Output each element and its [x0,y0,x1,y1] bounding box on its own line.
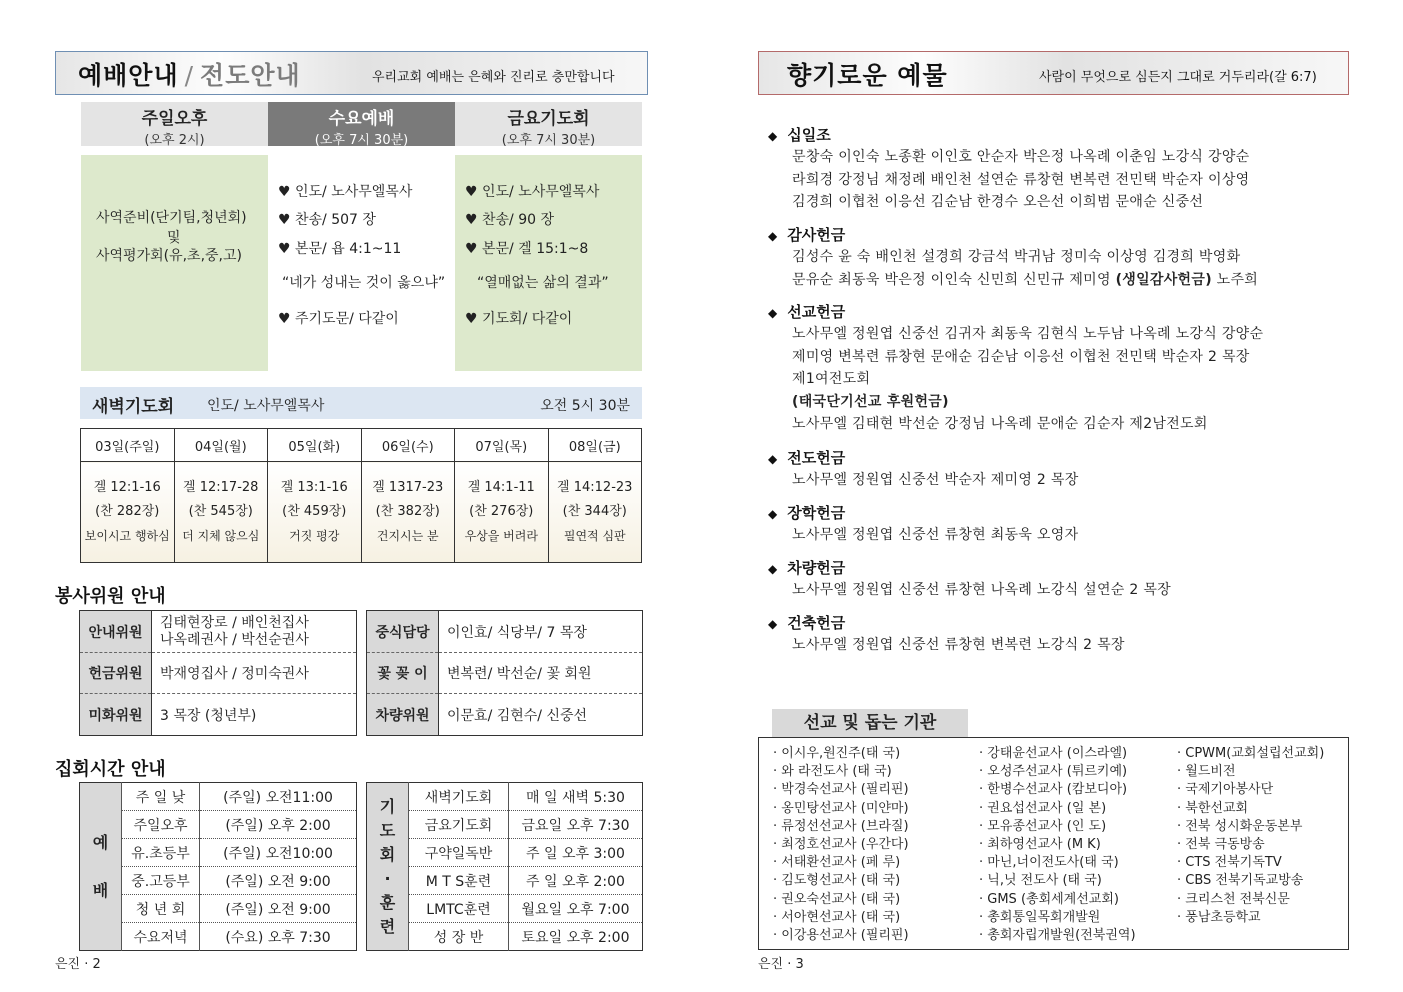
dawn-day: 08일(금) [548,429,642,462]
meeting-name: 청 년 회 [122,895,200,923]
offering-donors: 라희경 강정님 채정례 배인천 설연순 류창현 변복련 전민택 박순자 이상영 [792,171,1250,188]
meeting-name: 새벽기도회 [409,783,509,811]
committee-value: 이인효/ 식당부/ 7 목장 [439,611,643,653]
committee-row [80,694,357,736]
mission-column-3 [1177,745,1324,927]
bullet-icon: ◆ [768,617,778,631]
dawn-text: 겔 14:1-11 [467,480,535,495]
right-title: 향기로운 예물 [787,61,948,90]
committee-row [367,611,643,653]
wednesday-line: ♥ 인도/ 노사무엘목사 [278,184,413,200]
offering-name: 차량헌금 [787,559,846,577]
page-number-right: 은진 · 3 [758,957,804,972]
service-body-friday [455,155,642,371]
offering-name: 전도헌금 [787,449,846,467]
committee-row [80,611,357,653]
mission-item: · 풍남초등학교 [1177,909,1261,925]
meeting-name: 금요기도회 [409,811,509,839]
mission-item: · 총회자립개발원(전북권역) [979,928,1136,944]
meeting-table-prayer [366,782,643,951]
service-body-wednesday [268,155,455,371]
offering-heading [768,557,845,578]
friday-line: ♥ 인도/ 노사무엘목사 [465,184,600,200]
meeting-time: 주 일 오후 2:00 [509,867,643,895]
bullet-icon: ◆ [768,129,778,143]
mission-item: · CBS 전북기독교방송 [1177,873,1304,889]
meeting-row [80,867,357,895]
dawn-hymn: (찬 282장) [95,504,160,519]
right-title-bar [758,51,1349,95]
mission-column-2 [979,745,1136,945]
mission-item: · GMS (총회세계선교회) [979,891,1119,907]
dawn-theme: 필연적 심판 [563,529,626,543]
wednesday-quote: “네가 성내는 것이 옳으냐” [282,275,446,291]
meeting-time: (주일) 오전10:00 [200,839,357,867]
committee-label: 미화위원 [80,694,152,736]
birthday-offering-label: (생일감사헌금) [1115,271,1212,288]
sunday-line: 및 [167,230,181,246]
donors-text: 문유순 최동욱 박은정 이인숙 신민희 신민규 제미영 [792,271,1116,288]
offering-donors: 노사무엘 김태현 박선순 강정님 나옥례 문애순 김순자 제2남전도회 [792,416,1208,432]
title-worship: 예배안내 [78,61,179,90]
committee-value: 박재영집사 / 정미숙권사 [152,653,357,694]
dawn-day: 07일(목) [455,429,549,462]
mission-item: · 국제기아봉사단 [1177,782,1274,798]
mission-item: · 마닌,너이전도사(태 국) [979,855,1119,871]
committee-label: 차량위원 [367,694,439,736]
bullet-icon: ◆ [768,562,778,576]
title-evangelism: 전도안내 [200,61,301,90]
offering-subheading: (태국단기선교 후원헌금) [792,393,949,410]
mission-item: · 닉,닛 전도사 (태 국) [979,873,1102,889]
dawn-prayer-bar [80,387,642,419]
meeting-row [367,867,643,895]
mission-item: · CPWM(교회설립선교회) [1177,746,1325,761]
service-header-friday [455,102,642,146]
dawn-text: 겔 13:1-16 [280,480,348,495]
left-title-bar [55,51,648,95]
mission-item: · 권요섭선교사 (일 본) [979,800,1107,816]
meeting-row [80,811,357,839]
dawn-leader: 인도/ 노사무엘목사 [207,398,325,414]
meeting-row [367,839,643,867]
offering-donors: 노사무엘 정원엽 신중선 박순자 제미영 2 목장 [792,472,1079,488]
mission-item: · 크리스천 전북신문 [1177,891,1290,907]
mission-item: · CTS 전북기독TV [1177,855,1282,871]
committee-value: 이문효/ 김현수/ 신중선 [447,707,588,724]
service-name: 주일오후 [141,109,208,129]
friday-line: ♥ 본문/ 겔 15:1~8 [465,241,589,257]
offering-name: 선교헌금 [787,303,846,321]
offering-donors: 문창숙 이인숙 노종환 이인호 안순자 박은정 나옥례 이춘임 노강식 강양순 [792,149,1250,165]
dawn-hymn: (찬 276장) [469,504,534,519]
friday-quote: “열매없는 삶의 결과” [477,275,609,291]
service-name: 수요예배 [328,109,395,129]
mission-item: · 월드비전 [1177,764,1236,780]
offering-heading [768,447,845,468]
meeting-name: 구약일독반 [409,839,509,867]
dawn-cell [268,462,362,563]
meeting-group-char: 도 [379,820,396,840]
friday-line: ♥ 찬송/ 90 장 [465,212,555,228]
committee-label: 안내위원 [80,611,152,653]
meeting-name: 주 일 낮 [122,783,200,811]
offering-name: 감사헌금 [787,226,846,244]
service-time: (오후 2시) [144,133,205,148]
meeting-group-char: 련 [379,916,396,936]
meeting-group-char: · [384,868,391,888]
dawn-theme: 건지시는 분 [376,529,439,543]
meeting-row [367,783,643,811]
mission-item: · 모유종선교사 (인 도) [979,818,1107,834]
meeting-time: (주일) 오전11:00 [200,783,357,811]
offering-donors: 김경희 이협천 이응선 김순남 한경수 오은선 이희범 문애순 신중선 [792,194,1204,210]
meeting-row [367,895,643,923]
committee-label: 헌금위원 [80,653,152,694]
page-number-left: 은진 · 2 [55,957,101,972]
offering-donors: 제1여전도회 [792,371,871,387]
service-name: 금요기도회 [507,109,590,129]
mission-box [758,737,1349,950]
mission-item: · 류정선선교사 (브라질) [773,818,909,834]
dawn-hymn: (찬 382장) [375,504,440,519]
meeting-table-worship [79,782,357,951]
meeting-name: 주일오후 [122,811,200,839]
meeting-row [80,783,357,811]
dawn-day: 04일(월) [174,429,268,462]
mission-item: · 오성주선교사 (튀르키예) [979,764,1128,780]
meeting-group-char: 회 [379,844,396,864]
meeting-group-char: 기 [379,796,396,816]
bullet-icon: ◆ [768,306,778,320]
dawn-day: 05일(화) [268,429,362,462]
mission-item: · 전북 성시화운동본부 [1177,818,1303,834]
mission-item: · 이강용선교사 (필리핀) [773,928,909,944]
meeting-row [80,839,357,867]
meeting-title: 집회시간 안내 [55,759,166,780]
committee-table-right [366,610,643,736]
bullet-icon: ◆ [768,229,778,243]
service-body-sunday [81,155,268,371]
dawn-hymn: (찬 545장) [188,504,253,519]
offering-heading [768,124,831,145]
meeting-name: 성 장 반 [409,923,509,951]
meeting-name: M T S훈련 [409,867,509,895]
mission-item: · 서아현선교사 (태 국) [773,909,901,925]
meeting-time: 토요일 오후 2:00 [509,923,643,951]
offering-heading [768,502,845,523]
dawn-schedule-table [80,428,642,563]
bullet-icon: ◆ [768,452,778,466]
meeting-row [80,895,357,923]
mission-title: 선교 및 돕는 기관 [772,709,968,737]
meeting-name: 중.고등부 [122,867,200,895]
committee-title: 봉사위원 안내 [55,586,166,607]
friday-line: ♥ 기도회/ 다같이 [465,311,573,327]
sunday-line: 사역준비(단기팀,청년회) [96,210,247,226]
title-slash: / [184,61,195,90]
service-header-wednesday [268,102,455,146]
meeting-time: (주일) 오후 2:00 [200,811,357,839]
dawn-hymn: (찬 459장) [282,504,347,519]
committee-value: 3 목장 (청년부) [160,707,257,724]
dawn-theme: 보이시고 행하심 [84,529,170,543]
meeting-group-char: 훈 [379,892,396,912]
mission-item: · 최정호선교사 (우간다) [773,837,909,853]
offering-heading [768,224,845,245]
mission-item: · 옹민탕선교사 (미얀마) [773,800,909,816]
left-title [78,56,301,92]
meeting-row [80,923,357,951]
dawn-cell [361,462,455,563]
meeting-group-char: 예 [92,832,109,852]
meeting-time: 월요일 오후 7:00 [509,895,643,923]
offering-donors: 노사무엘 정원엽 신중선 류창현 나옥례 노강식 설연순 2 목장 [792,582,1171,598]
service-header-sunday [81,102,268,146]
meeting-time: (주일) 오전 9:00 [200,867,357,895]
mission-item: · 전북 극동방송 [1177,837,1265,853]
dawn-day: 06일(수) [361,429,455,462]
committee-table-left [79,610,357,736]
wednesday-line: ♥ 본문/ 욥 4:1~11 [278,241,402,257]
meeting-time: 매 일 새벽 5:30 [509,783,643,811]
committee-label: 꽃 꽂 이 [367,653,439,694]
dawn-hymn: (찬 344장) [562,504,627,519]
wednesday-line: ♥ 찬송/ 507 장 [278,212,376,228]
meeting-row [367,923,643,951]
mission-item: · 북한선교회 [1177,800,1249,816]
mission-item: · 서태환선교사 (페 루) [773,855,901,871]
mission-item: · 김도형선교사 (태 국) [773,873,901,889]
dawn-text: 겔 12:17-28 [183,480,259,495]
committee-row [367,653,643,694]
wednesday-line: ♥ 주기도문/ 다같이 [278,311,399,327]
committee-label: 중식담당 [367,611,439,653]
offering-donors: 노사무엘 정원엽 신중선 류창현 최동욱 오영자 [792,527,1079,543]
dawn-title: 새벽기도회 [92,397,175,417]
right-title-subtitle: 사람이 무엇으로 심든지 그대로 거두리라(갈 6:7) [1039,70,1317,85]
meeting-group-label [367,783,409,951]
dawn-cell [174,462,268,563]
mission-item: · 박경숙선교사 (필리핀) [773,782,909,798]
dawn-text: 겔 14:12-23 [557,480,633,495]
bullet-icon: ◆ [768,507,778,521]
dawn-text: 겔 12:1-16 [93,480,161,495]
offering-donors [792,269,1258,289]
offering-donors: 노사무엘 정원엽 신중선 김귀자 최동욱 김현식 노두남 나옥례 노강식 강양순 [792,326,1264,342]
mission-item: · 강태윤선교사 (이스라엘) [979,746,1128,761]
mission-item: · 와 라전도사 (태 국) [773,764,892,780]
donors-text: 노주희 [1211,271,1259,288]
dawn-theme: 거짓 평강 [289,529,340,543]
offering-heading [768,612,845,633]
mission-item: · 총회통일목회개발원 [979,909,1101,925]
mission-column-1 [773,745,909,945]
offering-donors: 노사무엘 정원엽 신중선 류창현 변복련 노강식 2 목장 [792,637,1125,653]
offering-name: 건축헌금 [787,614,846,632]
offering-name: 장학헌금 [787,504,846,522]
dawn-cell [81,462,175,563]
meeting-group-char: 배 [92,880,109,900]
committee-row [80,653,357,694]
committee-value-line: 나옥례권사 / 박선순권사 [160,631,309,648]
dawn-theme: 우상을 버려라 [464,529,538,543]
committee-row [367,694,643,736]
meeting-time: (수요) 오후 7:30 [200,923,357,951]
meeting-row [367,811,643,839]
offering-donors: 김성수 윤 숙 배인천 설경희 강금석 박귀남 정미숙 이상영 김경희 박영화 [792,249,1241,265]
dawn-day: 03일(주일) [81,429,175,462]
meeting-name: 수요저녁 [122,923,200,951]
mission-item: · 권오숙선교사 (태 국) [773,891,901,907]
dawn-theme: 더 지체 않으심 [182,529,260,543]
meeting-name: 유.초등부 [122,839,200,867]
offering-heading [768,301,845,322]
committee-value: 변복련/ 박선순/ 꽃 회원 [439,653,643,694]
offering-name: 십일조 [787,126,831,144]
meeting-time: 주 일 오후 3:00 [509,839,643,867]
mission-item: · 한병수선교사 (캄보디아) [979,782,1128,798]
sunday-line: 사역평가회(유,초,중,고) [96,248,242,264]
dawn-text: 겔 1317-23 [372,480,444,495]
committee-value [152,611,357,653]
left-title-subtitle: 우리교회 예배는 은혜와 진리로 충만합니다 [372,70,615,85]
committee-value-line: 김태현장로 / 배인천집사 [160,614,309,631]
mission-item: · 이시우,원진주(태 국) [773,746,901,761]
meeting-time: (주일) 오전 9:00 [200,895,357,923]
meeting-time: 금요일 오후 7:30 [509,811,643,839]
offering-donors: 제미영 변복련 류창현 문애순 김순남 이응선 이협천 전민택 박순자 2 목장 [792,348,1250,365]
dawn-cell [455,462,549,563]
dawn-cell [548,462,642,563]
service-time: (오후 7시 30분) [501,133,596,148]
meeting-name: LMTC훈련 [409,895,509,923]
service-time: (오후 7시 30분) [314,133,409,148]
mission-item: · 최하영선교사 (M K) [979,837,1101,853]
meeting-group-label [80,783,122,951]
dawn-time: 오전 5시 30분 [540,398,630,414]
